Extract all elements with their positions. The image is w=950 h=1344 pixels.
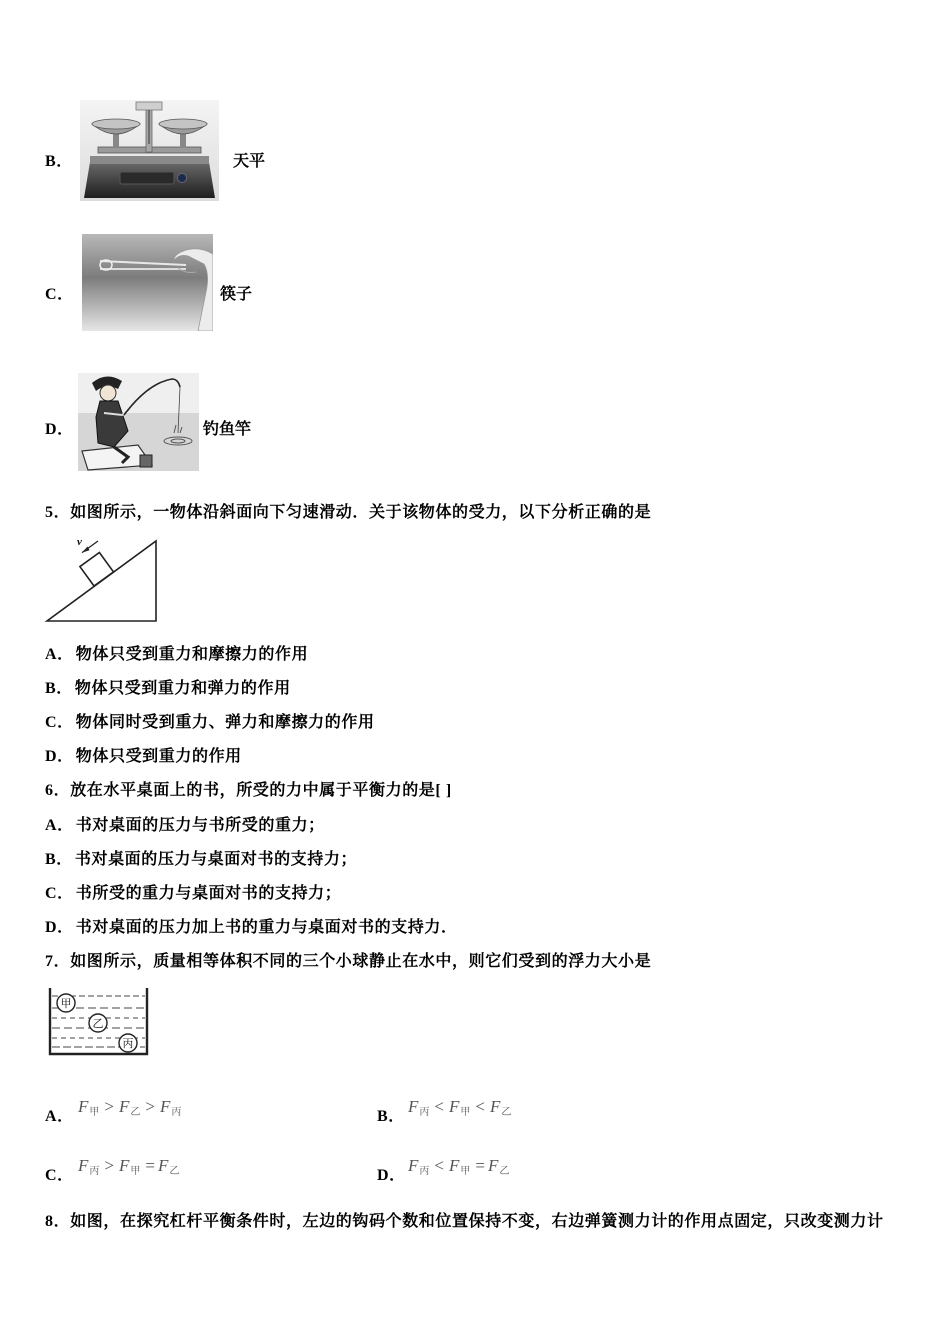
q6-option-c[interactable] (45, 884, 341, 904)
force-subscript: 乙 (130, 1107, 141, 1118)
option-label: B． (45, 851, 73, 868)
q7-stem: 7．如图所示，质量相等体积不同的三个小球静止在水中，则它们受到的浮力大小是 (45, 953, 652, 970)
operator: < (434, 1156, 444, 1175)
q7-option-d-label[interactable]: D． (377, 1167, 406, 1184)
chopsticks-image (82, 234, 213, 331)
option-label: C． (45, 885, 74, 902)
q4-option-c-label: C． (45, 286, 74, 303)
option-label: C． (45, 714, 74, 731)
ball-label: 丙 (122, 1038, 134, 1050)
ball-yi (89, 1014, 107, 1032)
force-symbol: F (157, 1156, 169, 1175)
fishing-rod-image (78, 373, 199, 471)
option-label: B． (45, 680, 73, 697)
force-symbol: F (448, 1156, 460, 1175)
operator: < (475, 1097, 485, 1116)
q5-option-b[interactable] (45, 679, 291, 699)
operator: > (104, 1097, 114, 1116)
ball-bing (119, 1034, 137, 1052)
operator: > (145, 1097, 155, 1116)
q5-option-c[interactable] (45, 713, 375, 733)
q7-option-c-formula (78, 1156, 179, 1182)
balance-base (84, 156, 215, 198)
force-symbol: F (448, 1097, 460, 1116)
water-container-diagram (47, 987, 150, 1057)
force-subscript: 甲 (460, 1166, 471, 1177)
option-text: 书对桌面的压力与书所受的重力； (75, 817, 325, 834)
velocity-arrow (82, 541, 98, 553)
q7-option-a-formula (78, 1097, 181, 1123)
force-symbol: F (118, 1097, 130, 1116)
force-subscript: 丙 (419, 1166, 430, 1177)
velocity-label: v (77, 536, 82, 548)
q6-option-b[interactable] (45, 850, 357, 870)
force-subscript: 乙 (169, 1166, 180, 1177)
option-text: 物体只受到重力的作用 (75, 748, 242, 765)
option-text: 物体同时受到重力、弹力和摩擦力的作用 (75, 714, 375, 731)
option-label: D． (45, 919, 74, 936)
force-subscript: 甲 (130, 1166, 141, 1177)
sliding-block (80, 553, 114, 587)
force-subscript: 丙 (89, 1166, 100, 1177)
q7-option-c-label[interactable]: C． (45, 1167, 74, 1184)
q7-option-b-label[interactable]: B． (377, 1108, 405, 1125)
ball-label: 甲 (60, 998, 72, 1010)
operator: = (475, 1156, 485, 1175)
q4-option-d-label: D． (45, 421, 74, 438)
q6-stem: 6．放在水平桌面上的书，所受的力中属于平衡力的是[ ] (45, 782, 452, 799)
q7-option-d-formula (408, 1156, 509, 1182)
force-subscript: 乙 (499, 1166, 510, 1177)
option-text: 书对桌面的压力与桌面对书的支持力； (74, 851, 358, 868)
force-subscript: 丙 (171, 1107, 182, 1118)
q6-option-a[interactable] (45, 816, 325, 836)
force-subscript: 乙 (501, 1107, 512, 1118)
option-label: A． (45, 817, 74, 834)
operator: < (434, 1097, 444, 1116)
incline-diagram (44, 535, 160, 625)
q7-option-b-formula (408, 1097, 511, 1123)
force-symbol: F (489, 1097, 501, 1116)
option-label: D． (45, 748, 74, 765)
option-text: 物体只受到重力和弹力的作用 (74, 680, 291, 697)
force-symbol: F (78, 1156, 89, 1175)
ball-label: 乙 (92, 1018, 104, 1030)
q7-option-a-label[interactable]: A． (45, 1108, 74, 1125)
force-symbol: F (159, 1097, 171, 1116)
force-subscript: 丙 (419, 1107, 430, 1118)
q8-stem: 8．如图，在探究杠杆平衡条件时，左边的钩码个数和位置保持不变，右边弹簧测力计的作用点固定，只改变测力计 (45, 1213, 884, 1230)
force-symbol: F (408, 1156, 419, 1175)
balance-image (80, 100, 219, 201)
force-symbol: F (487, 1156, 499, 1175)
option-text: 书对桌面的压力加上书的重力与桌面对书的支持力． (75, 919, 458, 936)
ball-jia (57, 994, 75, 1012)
option-text: 书所受的重力与桌面对书的支持力； (75, 885, 342, 902)
q5-option-d[interactable] (45, 747, 242, 767)
operator: = (145, 1156, 155, 1175)
q5-option-a[interactable] (45, 645, 308, 665)
q4-option-b-caption: 天平 (233, 153, 266, 170)
q4-option-c-caption: 筷子 (220, 286, 253, 303)
q4-option-b-label: B． (45, 153, 73, 170)
operator: > (104, 1156, 114, 1175)
force-symbol: F (118, 1156, 130, 1175)
force-subscript: 甲 (460, 1107, 471, 1118)
q4-option-d-caption: 钓鱼竿 (203, 421, 252, 438)
q6-option-d[interactable] (45, 918, 458, 938)
force-symbol: F (408, 1097, 419, 1116)
option-label: A． (45, 646, 74, 663)
force-symbol: F (78, 1097, 89, 1116)
option-text: 物体只受到重力和摩擦力的作用 (75, 646, 309, 663)
force-subscript: 甲 (89, 1107, 100, 1118)
q5-stem: 5．如图所示，一物体沿斜面向下匀速滑动．关于该物体的受力，以下分析正确的是 (45, 504, 652, 521)
